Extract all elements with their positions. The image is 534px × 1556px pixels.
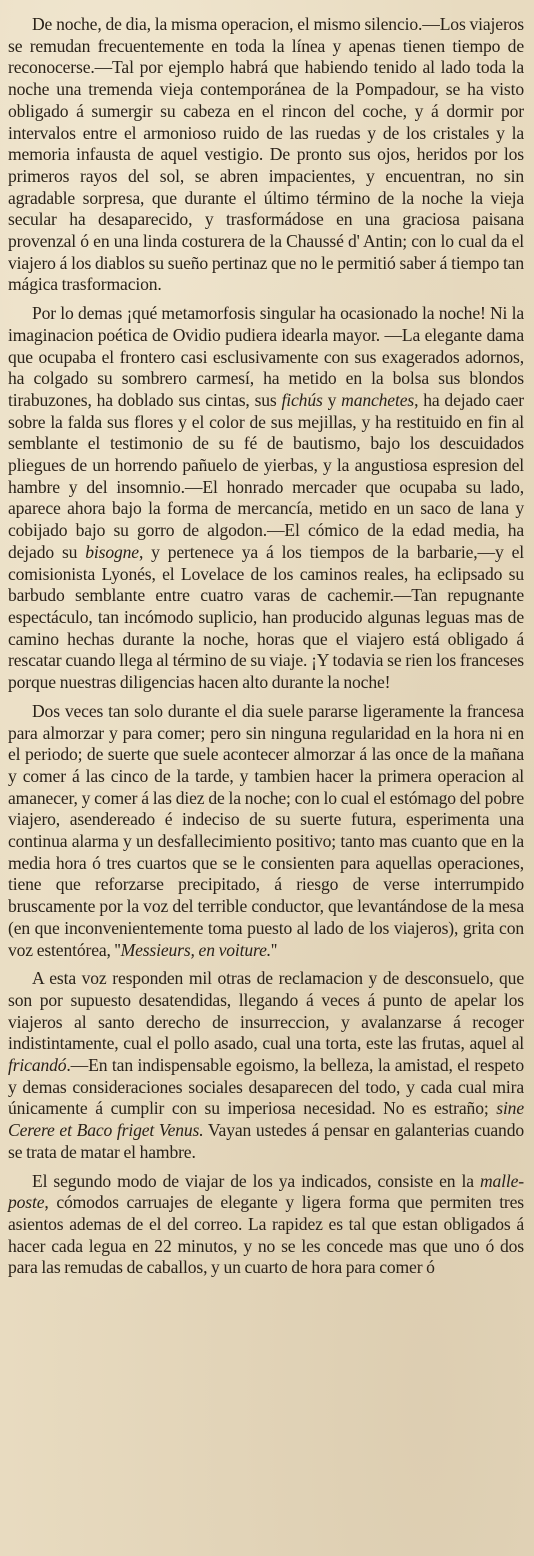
text-segment: Dos veces tan solo durante el dia suele pararse ligeramente la francesa para almorzar y para comer; pero sin ninguna regularidad en la hora ni en el periodo; de suerte que suele acontecer almorzar á las once de la mañana y comer á las cinco de la tarde, y tambien hacer la primera operacion al amanecer, y comer á las diez de la noche; con lo cual el estómago del pobre viajero, asendereado é indeciso de su suerte futura, esperimenta una continua alarma y un desfallecimiento positivo; tanto mas cuanto que en la media hora ó tres cuartos que se le consienten para aquellas operaciones, tiene que reforzarse precipitado, á riesgo de verse interrumpido bruscamente por la voz del terrible conductor, que levantándose de la mesa (en que inconvenientemente toma puesto al lado de los viajeros), grita con voz estentórea, '' xyxy=(8,700,524,960)
italic-text-segment: Messieurs, en voiture. xyxy=(120,939,271,960)
text-segment: .—En tan indispensable egoismo, la belleza, la amistad, el respeto y demas consideraciones sociales desaparecen del todo, y cada cual mira únicamente á cumplir con su imperiosa necesidad. No es estraño; xyxy=(8,1055,524,1119)
italic-text-segment: manchetes xyxy=(341,389,415,410)
paragraph-3 xyxy=(8,701,524,961)
italic-text-segment: malle-poste xyxy=(8,1170,524,1213)
text-segment: A esta voz responden mil otras de reclamacion y de desconsuelo, que son por supuesto desatendidas, llegando á veces á punto de apelar los viajeros al santo derecho de insurreccion, y avalanzarse á recoger indistintamente, cual el pollo asado, cual una torta, este las frutas, aquel al xyxy=(8,968,524,1054)
italic-text-segment: fichús xyxy=(281,389,323,410)
italic-text-segment: sine Cerere et Baco friget Venus. xyxy=(8,1098,524,1141)
paragraph-4 xyxy=(8,968,524,1163)
text-segment: , y pertenece ya á los tiempos de la barbarie,—y el comisionista Lyonés, el Lovelace de los caminos reales, ha eclipsado su barbudo semblante entre cuatro varas de cachemir.—Tan repugnante espectáculo, tan incómodo suplicio, han producido algunas leguas mas de camino hechas durante la noche, horas que el viajero está obligado á rescatar cuando llega al término de su viaje. ¡Y todavia se rien los franceses porque nuestras diligencias hacen alto durante la noche! xyxy=(8,541,524,693)
text-segment: y xyxy=(322,389,342,410)
paragraph-2 xyxy=(8,303,524,694)
text-segment: De noche, de dia, la misma operacion, el mismo silencio.—Los viajeros se remudan frecuentemente en toda la línea y apenas tienen tiempo de reconocerse.—Tal por ejemplo habrá que habiendo tenido al lado toda la noche una tremenda vieja contemporánea de la Pompadour, se ha visto obligado á sumergir su cabeza en el rincon del coche, y á dormir por intervalos entre el armonioso ruido de las ruedas y de los cristales y la memoria infausta de aquel vestigio. De pronto sus ojos, heridos por los primeros rayos del sol, se abren impacientes, y encuentran, no sin agradable sorpresa, que durante el último término de la noche la vieja secular ha desaparecido, y trasformádose en una graciosa paisana provenzal ó en una linda costurera de la Chaussé d' Antin; con lo cual da el viajero á los diablos su sueño pertinaz que no le permitió saber á tiempo tan mágica trasformacion. xyxy=(8,14,524,295)
text-body xyxy=(8,14,524,1279)
paragraph-1 xyxy=(8,14,524,296)
text-segment: , ha dejado caer sobre la falda sus flores y el color de sus mejillas, y ha restituido en fin al semblante el testimonio de su fé de bautismo, bajo los descuidados pliegues de un horrendo pañuelo de yierbas, y la angustiosa espresion del hambre y del insomnio.—El honrado mercader que ocupaba su lado, aparece ahora bajo la forma de mercancía, metido en un saco de lana y cobijado bajo su gorro de algodon.—El cómico de la edad media, ha dejado su xyxy=(8,389,525,562)
text-segment: , cómodos carruajes de elegante y ligera forma que permiten tres asientos ademas de el del correo. La rapidez es tal que estan obligados á hacer cada legua en 22 minutos, y no se les concede mas que uno ó dos para las remudas de caballos, y un cuarto de hora para comer ó xyxy=(8,1192,524,1278)
text-segment: El segundo modo de viajar de los ya indicados, consiste en la xyxy=(32,1170,480,1191)
text-segment: Por lo demas ¡qué metamorfosis singular ha ocasionado la noche! Ni la imaginacion poética de Ovidio pudiera idearla mayor. —La elegante dama que ocupaba el frontero casi esclusivamente con sus exagerados adornos, ha colgado su sombrero carmesí, ha metido en la bolsa sus blondos tirabuzones, ha doblado sus cintas, sus xyxy=(8,303,524,410)
italic-text-segment: fricandó xyxy=(8,1055,67,1076)
italic-text-segment: bisogne xyxy=(85,541,139,562)
text-segment: Vayan ustedes á pensar en galanterias cuando se trata de matar el hambre. xyxy=(8,1120,524,1162)
text-segment: '' xyxy=(271,939,278,960)
paragraph-5 xyxy=(8,1171,524,1280)
